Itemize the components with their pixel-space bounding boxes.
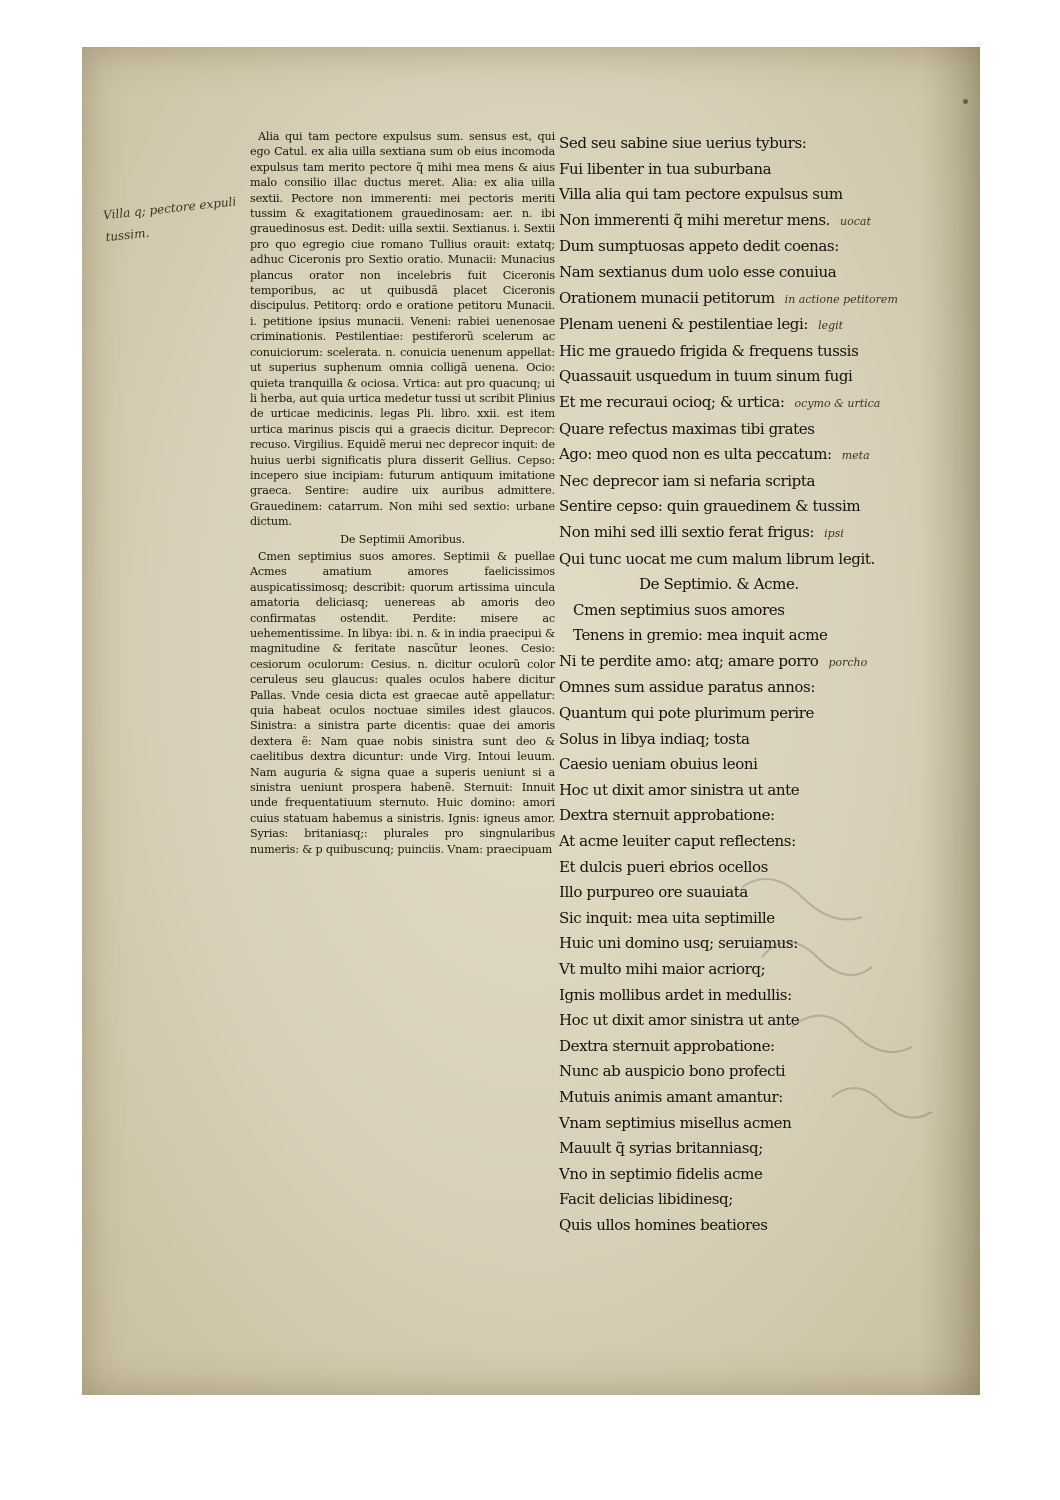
poem-line: Sentire cepso: quin grauedinem & tussim <box>559 497 861 516</box>
marginal-gloss: legit <box>818 319 844 333</box>
poem-line: Caesio ueniam obuius leoni <box>559 755 758 774</box>
marginal-gloss: ipsi <box>824 526 844 540</box>
poem-line: Dextra sternuit approbatione: <box>559 806 775 825</box>
page-dot-mark <box>963 99 968 104</box>
margin-annotation: Villa q; pectore expuli tussim. <box>102 194 237 245</box>
poem-line: Sed seu sabine siue uerius tyburs: <box>559 134 807 152</box>
marginal-gloss: in actione petitorem <box>784 292 898 306</box>
poem-heading: De Septimio. & Acme. <box>639 575 799 594</box>
poem-line: Solus in libya indiaq; tosta <box>559 729 750 748</box>
poem-line: Orationem munacii petitorum in actione petitorem <box>559 288 898 307</box>
poem-line: At acme leuiter caput reflectens: <box>559 832 796 851</box>
poem-line: Nunc ab auspicio bono profecti <box>559 1062 786 1081</box>
commentary-column <box>250 129 555 857</box>
marginal-gloss: uocat <box>840 214 871 228</box>
poem-line: Quantum qui pote plurimum perire <box>559 704 814 723</box>
poem-line: Tenens in gremio: mea inquit acme <box>573 626 828 645</box>
poem-line: Villa alia qui tam pectore expulsus sum <box>559 185 843 204</box>
poem-line: Illo purpureo ore suauiata <box>559 883 748 902</box>
poem-line: Hoc ut dixit amor sinistra ut ante <box>559 780 800 799</box>
poem-line: Dum sumptuosas appeto dedit coenas: <box>559 237 839 256</box>
poem-line: Vt multo mihi maior acriorq; <box>559 960 766 978</box>
poem-line: Non immerenti q̃ mihi meretur mens. uocat <box>559 210 871 229</box>
poem-line: Omnes sum assidue paratus annos: <box>559 678 815 697</box>
poem-line: Quare refectus maximas tibi grates <box>559 419 815 438</box>
poem-line: Ago: meo quod non es ulta peccatum: meta <box>559 445 870 464</box>
poem-line: Mutuis animis amant amantur: <box>559 1087 783 1106</box>
poem-line: Sic inquit: mea uita septimille <box>559 908 775 927</box>
poem-line: Facit delicias libidinesq; <box>559 1190 733 1209</box>
poem-line: Et dulcis pueri ebrios ocellos <box>559 857 768 876</box>
marginal-gloss: porcho <box>828 655 868 669</box>
poem-line: Ni te perdite amo: atq; amare porro porcho <box>559 651 868 670</box>
poem-line: Nec deprecor iam si nefaria scripta <box>559 471 816 490</box>
library-stamp-mark <box>722 847 972 1147</box>
marginal-gloss: meta <box>841 449 870 463</box>
poem-line: Non mihi sed illi sextio ferat frigus: ipsi <box>559 522 844 541</box>
poem-line: Ignis mollibus ardet in medullis: <box>559 985 792 1004</box>
poem-line: Qui tunc uocat me cum malum librum legit. <box>559 549 875 568</box>
poem-line: Vnam septimius misellus acmen <box>559 1113 792 1132</box>
poem-line: Quassauit usquedum in tuum sinum fugi <box>559 367 853 386</box>
poem-line: Plenam ueneni & pestilentiae legi: legit <box>559 315 844 334</box>
poem-line: Vno in septimio fidelis acme <box>559 1164 763 1183</box>
marginal-gloss: ocymo & urtica <box>794 396 881 410</box>
manuscript-page <box>82 47 980 1395</box>
poem-line: Fui libenter in tua suburbana <box>559 159 772 178</box>
poem-line: Hoc ut dixit amor sinistra ut ante <box>559 1011 800 1030</box>
poem-line: Mauult q̃ syrias britanniasq; <box>559 1139 763 1158</box>
poem-line: Dextra sternuit approbatione: <box>559 1036 775 1055</box>
commentary-heading: De Septimii Amoribus. <box>340 532 465 546</box>
poem-line: Nam sextianus dum uolo esse conuiua <box>559 262 837 281</box>
poem-line: Huic uni domino usq; seruiamus: <box>559 934 798 953</box>
poem-line: Hic me grauedo frigida & frequens tussis <box>559 341 859 360</box>
commentary-paragraph-1: Alia qui tam pectore expulsus sum. sensus est, qui ego Catul. ex alia uilla sextiana sum ob eius incomoda expulsus tam merito pectore q̃ mihi mea mens & aius malo consilio illac ductus meret. Alia: ex alia uilla sextii. Pectore non immerenti: mei pectoris meriti tussim & exagitationem grauedinosam: aer. n. ibi grauedinosus est. Dedit: uilla sextii. Sextianus. i. Sextii pro quo egregio ciue romano Tullius orauit: extatq; adhuc Ciceronis pro Sextio oratio. Munacii: Munacius plancus orator non incelebris fuit Ciceronis temporibus, ac ut quibusdã placet Ciceronis discipulus. Petitorq: ordo e oratione petitoru Munacii. i. petitione ipsius munacii. Veneni: rabiei uenenosae criminationis. Pestilentiae: pestiferorũ scelerum ac conuiciorum: scelerata. n. conuicia uenenum appellat: ut superius suphenum omnia colligã uenena. Ocio: quieta tranquilla & ociosa. Vrtica: aut pro quacunq; ui li herba, aut quia urtica medetur tussi ut scribit Plinius de urticae medicinis. legas Pli. libro. xxii. est item urtica marinus piscis qui a graecis dicitur. Deprecor: recuso. Virgilius. Equidẽ merui nec deprecor inquit: de huius uerbi significatis plura disserit Gellius. Cepso: incepero siue incipiam: futurum antiquum imitatione graeca. Sentire: audire uix auribus admittere. Grauedinem: catarrum. Non mihi sed sextio: urbane dictum. <box>250 130 555 529</box>
poem-line: Quis ullos homines beatiores <box>559 1215 768 1234</box>
poem-line: Et me recuraui ocioq; & urtica: ocymo & urtica <box>559 392 881 411</box>
commentary-paragraph-2: Cmen septimius suos amores. Septimii & puellae Acmes amatium amores faelicissimos auspicatissimosq; describit: quorum artissima uincula amatoria deliciasq; uenereas ab amoris deo confirmatas ostendit. Perdite: misere ac uehementissime. In libya: ibi. n. & in india praecipui & magnitudine & feritate nascũtur leones. Cesio: cesiorum oculorum: Cesius. n. dicitur oculorũ color ceruleus seu glaucus: quales oculos habere dicitur Pallas. Vnde cesia dicta est graecae autẽ appellatur: quia habeat oculos noctuae similes idest glaucos. Sinistra: a sinistra parte dicentis: quae dei amoris dextera ẽ: Nam quae nobis sinistra sunt deo & caelitibus dextra dicuntur: unde Virg. Intoui leuum. Nam auguria & signa quae a superis ueniunt si a sinistra ueniunt prospera habenẽ. Sternuit: Innuit unde frequentatiuum sternuto. Huic domino: amori cuius statuam habemus a sinistris. Ignis: igneus amor. Syrias: britaniasq;: plurales pro singnularibus numeris: & p quibuscunq; puinciis. Vnam: praecipuam <box>250 549 555 856</box>
poem-line: Cmen septimius suos amores <box>573 600 785 619</box>
